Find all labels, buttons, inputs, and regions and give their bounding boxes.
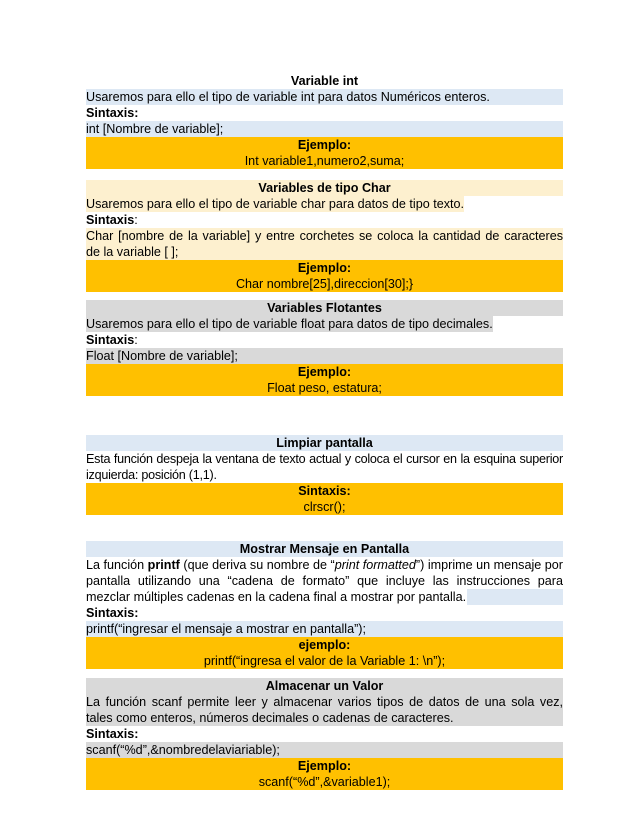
section-title: Variables de tipo Char — [86, 180, 563, 196]
description-italic-term: print formatted — [334, 558, 416, 572]
example-code: Float peso, estatura; — [86, 380, 563, 396]
section-description: Esta función despeja la ventana de texto actual y coloca el cursor en la esquina superior izquierda: posición (1,1). — [86, 452, 563, 482]
section-description — [86, 196, 563, 212]
section-title: Mostrar Mensaje en Pantalla — [86, 541, 563, 557]
section-description — [86, 557, 563, 605]
example-code: printf(“ingresa el valor de la Variable 1: \n”); — [86, 653, 563, 669]
syntax-label: Sintaxis: — [86, 606, 139, 620]
syntax-code: scanf(“%d”,&nombredelaviariable); — [86, 742, 563, 758]
section-title: Almacenar un Valor — [86, 678, 563, 694]
description-text-pre: La función — [86, 558, 148, 572]
section-printf — [86, 541, 563, 669]
section-title: Variable int — [290, 74, 359, 88]
syntax-label: Sintaxis — [86, 213, 135, 227]
example-code: scanf(“%d”,&variable1); — [86, 774, 563, 790]
example-label: Ejemplo: — [86, 137, 563, 153]
syntax-label: Sintaxis: — [86, 483, 563, 499]
section-description: La función scanf permite leer y almacenar varios tipos de datos de una sola vez, tales como enteros, números decimales o cadenas de caracteres. — [86, 695, 563, 725]
section-description — [86, 316, 563, 332]
syntax-code: printf(“ingresar el mensaje a mostrar en pantalla”); — [86, 621, 563, 637]
example-code: Int variable1,numero2,suma; — [86, 153, 563, 169]
example-label: Ejemplo: — [86, 758, 563, 774]
description-text-post: ”) imprime un mensaje por pantalla utilizando una “cadena de formato” que incluye las instrucciones para mezclar múltiples cadenas en la cadena final a mostrar por pantalla. — [86, 558, 563, 604]
example-code: Char nombre[25],direccion[30];} — [86, 276, 563, 292]
syntax-label: Sintaxis — [86, 333, 135, 347]
example-label: ejemplo: — [86, 637, 563, 653]
section-description: Usaremos para ello el tipo de variable int para datos Numéricos enteros. — [86, 89, 563, 105]
example-label: Ejemplo: — [86, 364, 563, 380]
syntax-label: Sintaxis: — [86, 727, 139, 741]
syntax-label: Sintaxis: — [86, 106, 139, 120]
description-text: Usaremos para ello el tipo de variable char para datos de tipo texto. — [86, 197, 465, 211]
syntax-colon: : — [134, 333, 138, 347]
syntax-code: int [Nombre de variable]; — [86, 121, 563, 137]
section-scanf — [86, 678, 563, 790]
syntax-colon: : — [134, 213, 138, 227]
section-variable-int — [86, 73, 563, 169]
section-variable-char — [86, 180, 563, 292]
syntax-code: Char [nombre de la variable] y entre corchetes se coloca la cantidad de caracteres de la variable [ ]; — [86, 229, 563, 259]
description-function-name: printf — [147, 558, 180, 572]
section-clear-screen — [86, 435, 563, 515]
section-variable-float — [86, 300, 563, 396]
section-title: Limpiar pantalla — [86, 435, 563, 451]
description-highlight — [467, 589, 563, 605]
syntax-code: Float [Nombre de variable]; — [86, 348, 563, 364]
syntax-code: clrscr(); — [86, 499, 563, 515]
example-label: Ejemplo: — [86, 260, 563, 276]
syntax-label-row — [86, 332, 563, 348]
description-text: Usaremos para ello el tipo de variable float para datos de tipo decimales. — [86, 317, 493, 331]
description-text-mid: (que deriva su nombre de “ — [179, 558, 335, 572]
syntax-label-row — [86, 212, 563, 228]
section-title: Variables Flotantes — [86, 300, 563, 316]
